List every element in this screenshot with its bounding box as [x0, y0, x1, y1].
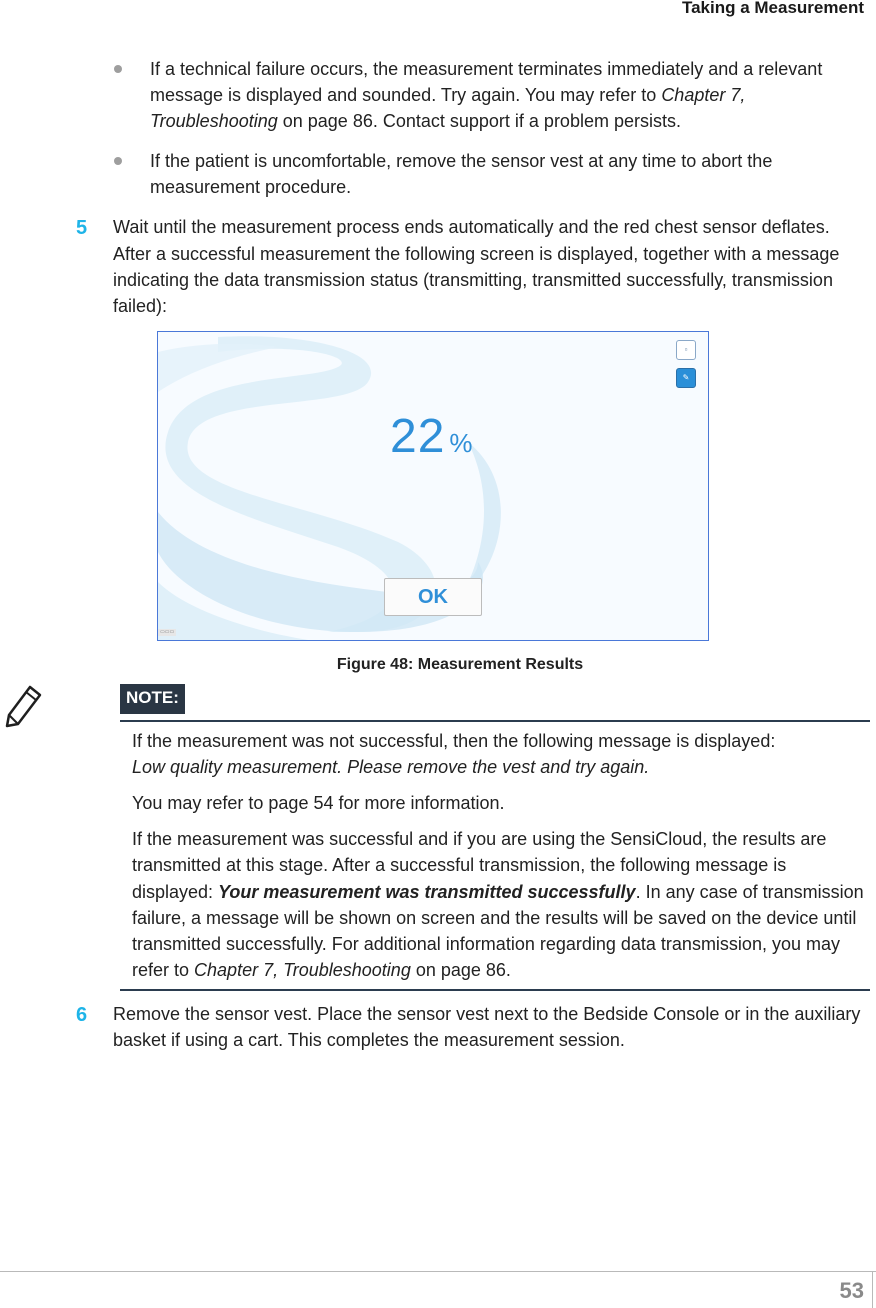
step-number: 5 — [76, 217, 88, 240]
running-header: Taking a Measurement — [681, 0, 864, 17]
figure-container — [157, 331, 870, 641]
pencil-note-icon — [4, 684, 44, 728]
bullet-text: If the patient is uncomfortable, remove the sensor vest at any time to abort the measurement procedure. — [150, 151, 773, 198]
screen-option-button[interactable]: ▫ — [676, 340, 696, 360]
page-footer — [0, 1271, 876, 1308]
note-text-end: on page 86. — [410, 959, 511, 980]
step-6 — [76, 1001, 870, 1053]
note-body — [120, 722, 870, 991]
step-number: 6 — [76, 1003, 88, 1026]
result-number: 22 — [390, 409, 446, 463]
bullet-text-end: on page 86. Contact support if a problem persists. — [277, 111, 681, 132]
note-paragraph-3 — [132, 826, 870, 983]
chapter-reference: Chapter 7, Troubleshooting — [194, 959, 411, 980]
step-5 — [76, 214, 870, 318]
step-text: Remove the sensor vest. Place the sensor vest next to the Bedside Console or in the auxiliary basket if using a cart. This completes the measurement session. — [113, 1003, 861, 1050]
note-text: If the measurement was not successful, then the following message is displayed: — [132, 731, 776, 752]
step-text: Wait until the measurement process ends automatically and the red chest sensor deflates. After a successful measurement the following screen is displayed, together with a message indicating the data transmission status (transmitting, transmitted successfully, transmission failed): — [113, 217, 840, 316]
page-content — [76, 56, 870, 1053]
bullet-dot-icon — [114, 65, 122, 73]
measurement-result-value — [390, 402, 474, 472]
bullet-item-patient-uncomfortable — [110, 148, 870, 200]
note-block — [0, 684, 870, 991]
screen-corner-logo-icon: ▭▭▭ — [160, 628, 175, 635]
note-text: If the measurement was successful and if you are using the SensiCloud, the results are transmitted at this stage. After a successful transmission, the following message is displayed: — [132, 829, 827, 902]
note-label: NOTE: — [120, 684, 185, 714]
note-success-message: Your measurement was transmitted successfully — [218, 881, 636, 902]
bullet-list — [110, 56, 870, 200]
chapter-reference: Chapter 7, Troubleshooting — [150, 85, 746, 132]
page-number: 53 — [839, 1278, 864, 1303]
footer-divider — [0, 1271, 876, 1272]
figure-caption: Figure 48: Measurement Results — [336, 655, 584, 673]
result-unit: % — [449, 427, 474, 458]
note-text: . In any case of transmission failure, a message will be shown on screen and the results will be saved on the device until transmitted successfully. For additional information regarding data transmission, you may refer to — [132, 881, 864, 980]
transmission-status-button[interactable]: ✎ — [676, 368, 696, 388]
bullet-text: If a technical failure occurs, the measurement terminates immediately and a relevant message is displayed and sounded. Try again. You may refer to — [150, 59, 823, 106]
footer-vertical-divider — [872, 1271, 873, 1308]
bullet-item-technical-failure — [110, 56, 870, 134]
note-header — [120, 684, 870, 722]
note-paragraph-1 — [132, 728, 870, 780]
note-error-message: Low quality measurement. Please remove the vest and try again. — [132, 757, 650, 778]
measurement-results-screenshot — [157, 331, 709, 641]
bullet-dot-icon — [114, 157, 122, 165]
ok-button[interactable]: OK — [384, 578, 482, 616]
note-paragraph-2: You may refer to page 54 for more information. — [132, 793, 505, 814]
